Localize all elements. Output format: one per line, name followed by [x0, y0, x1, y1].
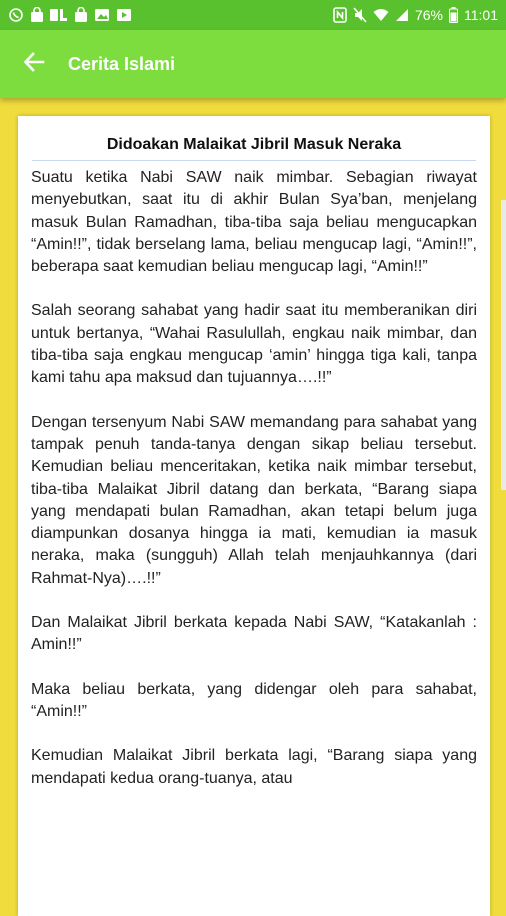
- article-card: [18, 116, 490, 916]
- play-store-icon: [116, 7, 132, 23]
- shopping-bag-icon: [74, 7, 88, 23]
- image-icon: [94, 7, 110, 23]
- status-bar: [0, 0, 506, 30]
- article-body: [31, 167, 477, 790]
- article-title: Didoakan Malaikat Jibril Masuk Neraka: [32, 136, 476, 161]
- shopping-bag-icon: [30, 7, 44, 23]
- app-bar: [0, 30, 506, 98]
- app-title: Cerita Islami: [68, 53, 176, 74]
- arrow-left-icon: [23, 51, 45, 78]
- wifi-icon: [373, 8, 389, 22]
- article-paragraph: Salah seorang sahabat yang hadir saat itu memberanikan diri untuk bertanya, “Wahai Rasulullah, engkau naik mimbar, dan tiba-tiba saja engkau mengucap ‘amin’ hingga tiga kali, tanpa kami tahu apa maksud dan tujuannya….!!”: [31, 302, 477, 387]
- clock: 11:01: [464, 7, 498, 23]
- bbm-icon: [50, 8, 68, 22]
- whatsapp-icon: [8, 7, 24, 23]
- nfc-icon: [333, 7, 347, 23]
- back-button[interactable]: [0, 30, 68, 98]
- article-paragraph: Kemudian Malaikat Jibril berkata lagi, “Barang siapa yang mendapati kedua orang-tuanya, atau: [31, 747, 477, 787]
- article-paragraph: Maka beliau berkata, yang didengar oleh para sahabat, “Amin!!”: [31, 680, 477, 720]
- signal-icon: [395, 8, 409, 22]
- battery-percent: 76%: [414, 7, 443, 23]
- scroll-edge: [501, 200, 506, 490]
- system-status: [333, 7, 498, 23]
- article-paragraph: Dan Malaikat Jibril berkata kepada Nabi SAW, “Katakanlah : Amin!!”: [31, 614, 477, 654]
- notification-icons: [8, 7, 132, 23]
- mute-icon: [353, 7, 367, 23]
- article-paragraph: Suatu ketika Nabi SAW naik mimbar. Sebagian riwayat menyebutkan, saat itu di akhir Bulan Sya’ban, menjelang masuk Bulan Ramadhan, tiba-tiba saja beliau mengucapkan “Amin!!”, tidak berselang lama, beliau mengucap lagi, “Amin!!”, beberapa saat kemudian beliau mengucap lagi, “Amin!!”: [31, 169, 477, 276]
- battery-icon: [449, 7, 458, 23]
- article-paragraph: Dengan tersenyum Nabi SAW memandang para sahabat yang tampak penuh tanda-tanya dengan sikap beliau tersebut. Kemudian beliau menceritakan, ketika naik mimbar tersebut, tiba-tiba Malaikat Jibril datang dan berkata, “Barang siapa yang mendapati bulan Ramadhan, akan tetapi belum juga diampunkan dosanya hingga ia mati, kemudian ia masuk neraka, maka (sungguh) Allah telah menjauhkannya (dari Rahmat-Nya)….!!”: [31, 413, 477, 587]
